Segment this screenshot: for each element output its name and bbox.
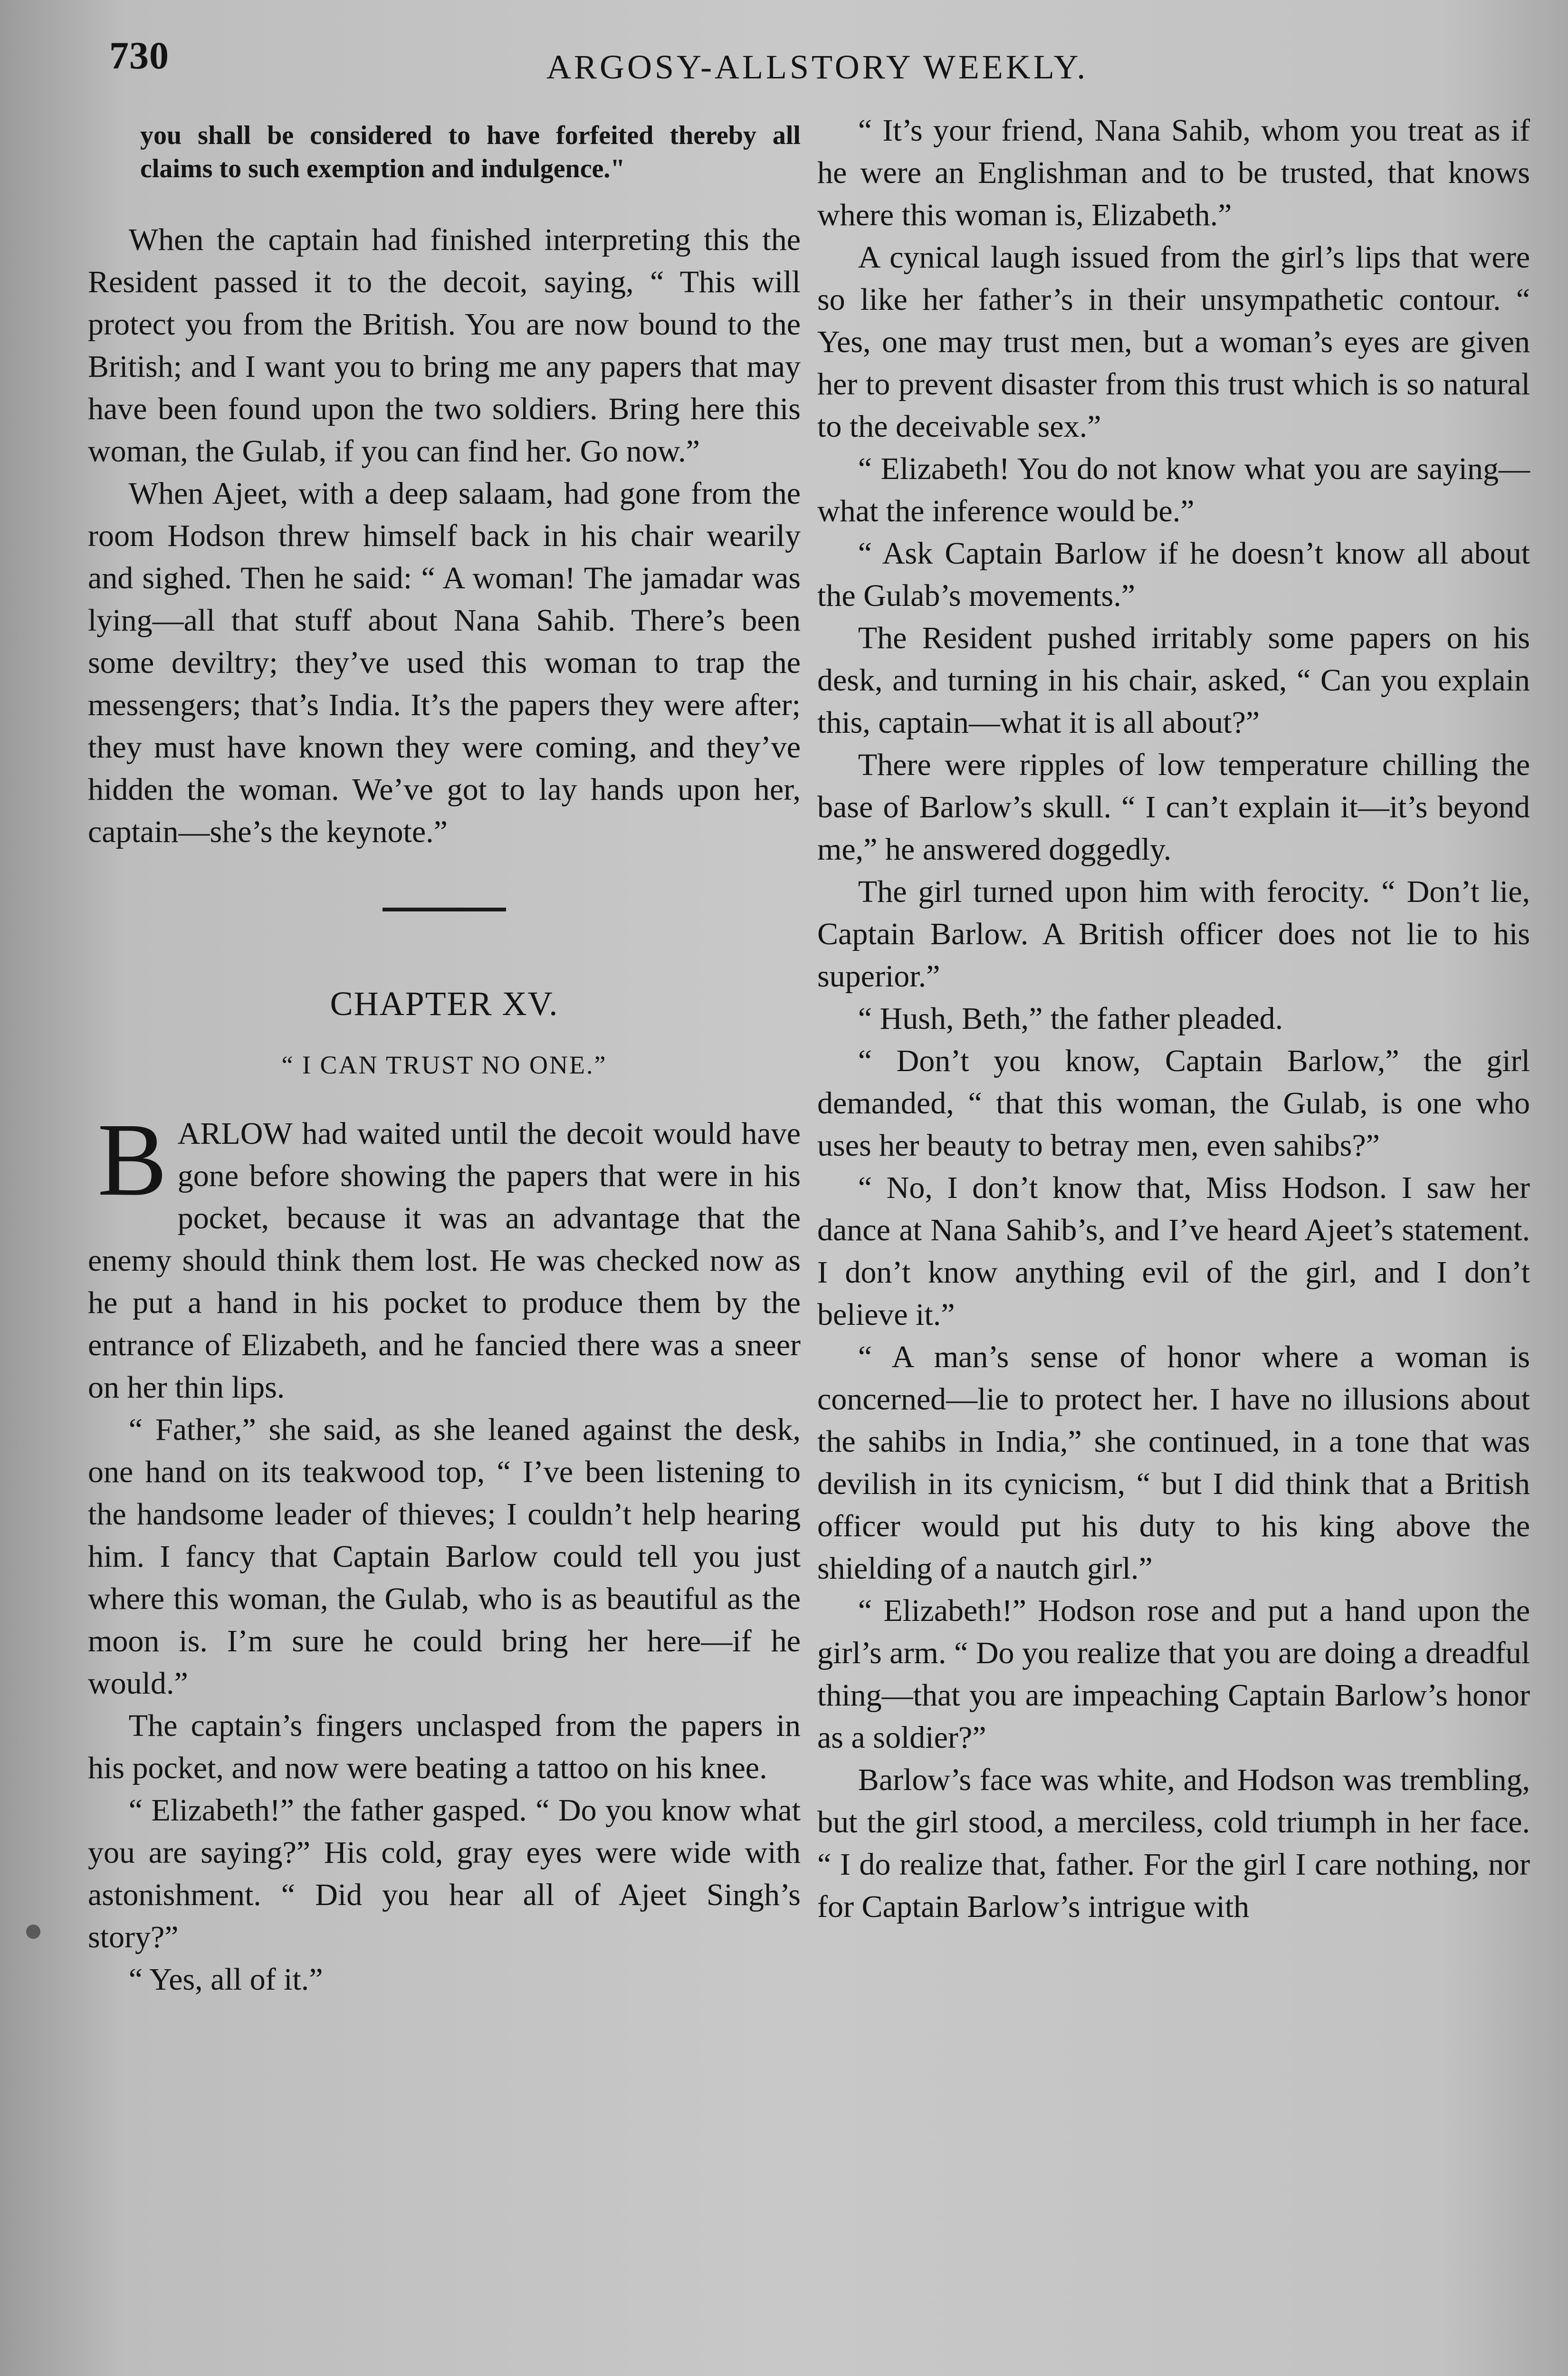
paragraph: “ Father,” she said, as she leaned against the desk, one hand on its teakwood top, “ I’ve been listening to the handsome leader of thieves; I couldn’t help hearing him. I fancy that Captain Barlow could tell you just where this woman, the Gulab, who is as beautiful as the moon is. I’m sure he could bring her here—if he would.” xyxy=(88,1412,801,1701)
paragraph: When Ajeet, with a deep salaam, had gone from the room Hodson threw himself back in his chair wearily and sighed. Then he said: “ A woman! The jamadar was lying—all that stuff about Nana Sahib. There’s been some deviltry; they’ve used this woman to trap the messengers; that’s India. It’s the papers they were after; they must have known they were coming, and they’ve hidden the woman. We’ve got to lay hands upon her, captain—she’s the keynote.” xyxy=(88,476,801,849)
paragraph: The Resident pushed irritably some papers on his desk, and turning in his chair, asked, “ Can you explain this, captain—what it is all about?” xyxy=(817,621,1530,740)
paragraph: The girl turned upon him with ferocity. “ Don’t lie, Captain Barlow. A British officer does not lie to his superior.” xyxy=(817,874,1530,994)
left-column xyxy=(88,109,801,2001)
right-column xyxy=(817,109,1530,1928)
chapter-subtitle: “ I CAN TRUST NO ONE.” xyxy=(281,1051,607,1079)
quoted-passage: you shall be considered to have forfeited thereby all claims to such exemption and indulgence." xyxy=(140,121,801,183)
running-head: ARGOSY-ALLSTORY WEEKLY. xyxy=(546,48,1089,86)
paragraph: “ It’s your friend, Nana Sahib, whom you treat as if he were an Englishman and to be trusted, that knows where this woman is, Elizabeth.” xyxy=(817,113,1530,232)
paragraph: “ No, I don’t know that, Miss Hodson. I saw her dance at Nana Sahib’s, and I’ve heard Ajeet’s statement. I don’t know anything evil of the girl, and I don’t believe it.” xyxy=(817,1170,1530,1332)
page-number: 730 xyxy=(109,34,169,77)
section-divider xyxy=(382,908,506,911)
paragraph: “ Elizabeth!” the father gasped. “ Do you know what you are saying?” His cold, gray eyes were wide with astonishment. “ Did you hear all of Ajeet Singh’s story?” xyxy=(88,1793,801,1954)
paragraph: “ A man’s sense of honor where a woman is concerned—lie to protect her. I have no illusions about the sahibs in India,” she continued, in a tone that was devilish in its cynicism, “ but I did think that a British officer would put his duty to his king above the shielding of a nautch girl.” xyxy=(817,1340,1530,1586)
paragraph: When the captain had finished interpreting this the Resident passed it to the decoit, saying, “ This will protect you from the British. You are now bound to the British; and I want you to bring me any papers that may have been found upon the two soldiers. Bring here this woman, the Gulab, if you can find her. Go now.” xyxy=(88,222,801,469)
chapter-title: CHAPTER XV. xyxy=(330,985,559,1023)
paragraph: “ Hush, Beth,” the father pleaded. xyxy=(858,1001,1283,1036)
paragraph: “ Yes, all of it.” xyxy=(128,1962,323,1997)
drop-cap: B xyxy=(97,1102,167,1217)
paragraph: A cynical laugh issued from the girl’s lips that were so like her father’s in their unsympathetic contour. “ Yes, one may trust men, but a woman’s eyes are given her to prevent disaster from this trust which is so natural to the deceivable sex.” xyxy=(817,240,1530,444)
paragraph: The captain’s fingers unclasped from the papers in his pocket, and now were beating a tattoo on his knee. xyxy=(88,1708,801,1785)
chapter-opening xyxy=(88,1102,801,1408)
paragraph: “ Ask Captain Barlow if he doesn’t know all about the Gulab’s movements.” xyxy=(817,536,1530,613)
paragraph: There were ripples of low temperature chilling the base of Barlow’s skull. “ I can’t explain it—it’s beyond me,” he answered doggedly. xyxy=(817,747,1530,867)
paragraph: Barlow’s face was white, and Hodson was trembling, but the girl stood, a merciless, cold triumph in her face. “ I do realize that, father. For the girl I care nothing, nor for Captain Barlow’s intrigue with xyxy=(817,1763,1530,1924)
paragraph: “ Elizabeth! You do not know what you are saying—what the inference would be.” xyxy=(817,451,1530,528)
paragraph: “ Don’t you know, Captain Barlow,” the girl demanded, “ that this woman, the Gulab, is one who uses her beauty to betray men, even sahibs?” xyxy=(817,1044,1530,1163)
paragraph: ARLOW had waited until the decoit would have gone before showing the papers that were in his pocket, because it was an advantage that the enemy should think them lost. He was checked now as he put a hand in his pocket to produce them by the entrance of Elizabeth, and he fancied there was a sneer on her thin lips. xyxy=(88,1116,801,1405)
page-header xyxy=(105,29,1539,100)
scan-speck xyxy=(26,1925,40,1939)
paragraph: “ Elizabeth!” Hodson rose and put a hand upon the girl’s arm. “ Do you realize that you are doing a dreadful thing—that you are impeaching Captain Barlow’s honor as a soldier?” xyxy=(817,1593,1530,1755)
